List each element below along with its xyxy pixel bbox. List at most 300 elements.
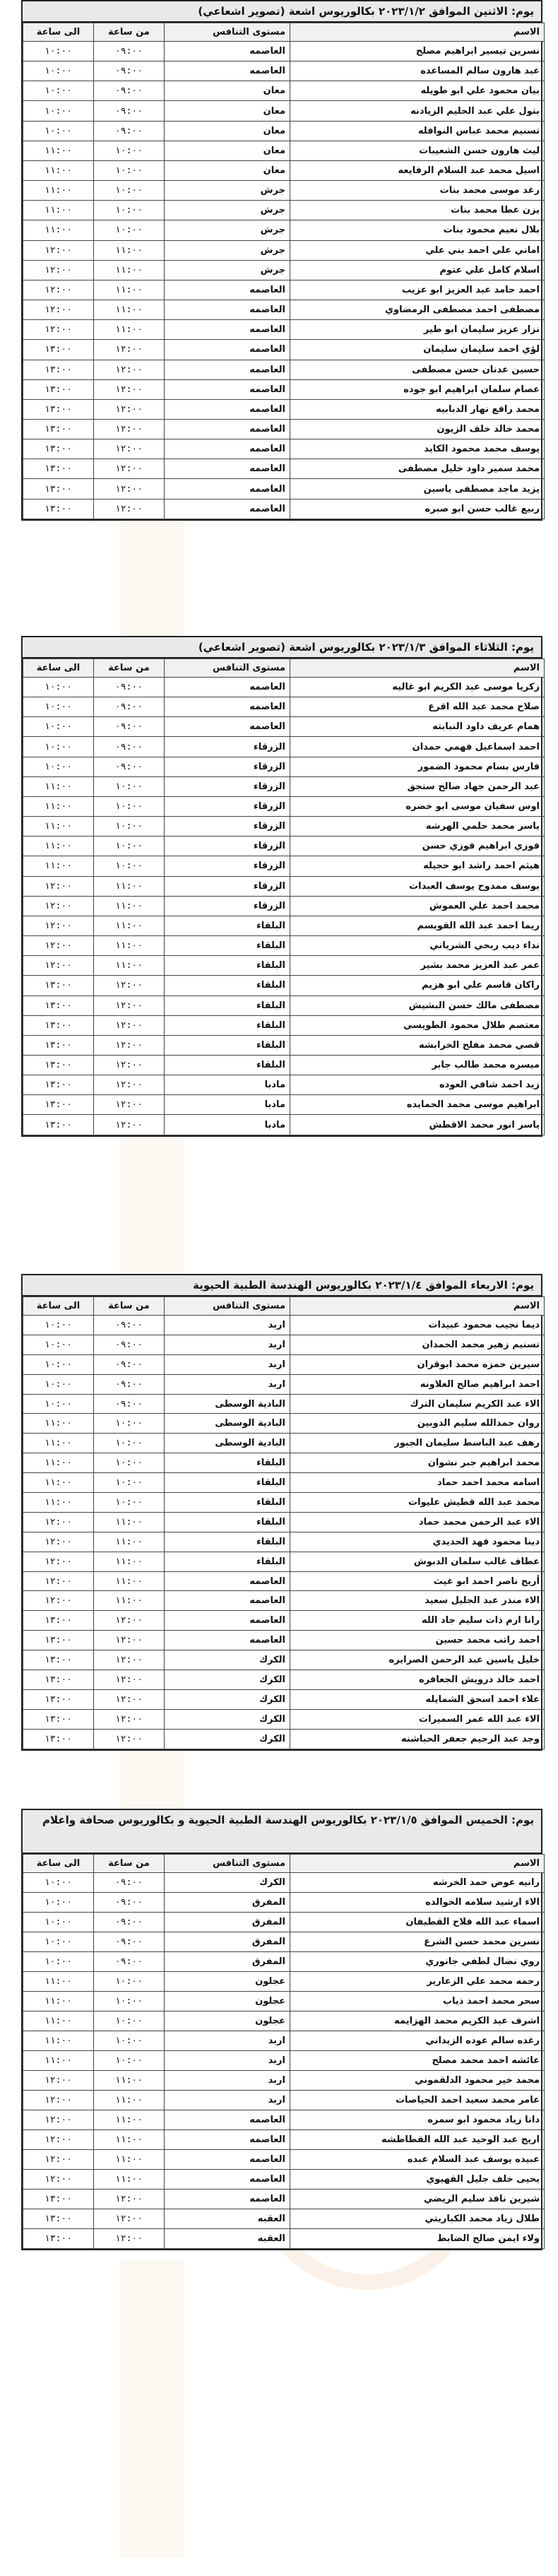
end-time: ١٣:٠٠ <box>23 1055 94 1075</box>
end-time: ١٠:٠٠ <box>23 678 94 697</box>
schedule-table <box>23 658 545 1135</box>
header-to: الى ساعة <box>23 23 94 42</box>
candidate-name: روي نضال لطفي جانوري <box>290 1952 545 1972</box>
start-time: ١٢:٠٠ <box>94 459 165 479</box>
candidate-name: أريج ناصر احمد ابو غيث <box>290 1571 545 1591</box>
table-row <box>23 1952 545 1972</box>
end-time: ١٣:٠٠ <box>23 2209 94 2229</box>
candidate-name: ليث هارون حسن الشعيبات <box>290 141 545 160</box>
end-time: ١٢:٠٠ <box>23 1571 94 1591</box>
competition-level: المفرق <box>165 1932 290 1952</box>
end-time: ١٣:٠٠ <box>23 2229 94 2249</box>
table-row <box>23 1709 545 1729</box>
end-time: ١٢:٠٠ <box>23 1512 94 1532</box>
competition-level: العاصمه <box>165 678 290 697</box>
competition-level: العاصمه <box>165 2150 290 2170</box>
start-time: ٠٩:٠٠ <box>94 757 165 776</box>
header-name: الاسم <box>290 1855 545 1873</box>
end-time: ١٣:٠٠ <box>23 1075 94 1095</box>
candidate-name: عبيده يوسف عبد السلام عبده <box>290 2150 545 2170</box>
table-row <box>23 2209 545 2229</box>
competition-level: العاصمه <box>165 717 290 737</box>
start-time: ١١:٠٠ <box>94 1552 165 1571</box>
start-time: ١١:٠٠ <box>94 300 165 320</box>
candidate-name: صلاح محمد عبد الله اقرع <box>290 697 545 717</box>
table-row <box>23 796 545 816</box>
candidate-name: بيان محمود علي ابو طويله <box>290 81 545 101</box>
end-time: ١٣:٠٠ <box>23 340 94 360</box>
end-time: ١١:٠٠ <box>23 1473 94 1493</box>
end-time: ١٠:٠٠ <box>23 1316 94 1335</box>
table-row <box>23 42 545 61</box>
candidate-name: محمد عبد الله قطيش عليوات <box>290 1493 545 1513</box>
start-time: ١٠:٠٠ <box>94 141 165 160</box>
end-time: ١١:٠٠ <box>23 1453 94 1473</box>
candidate-name: قصي محمد مفلح الخرابشه <box>290 1035 545 1055</box>
end-time: ١٢:٠٠ <box>23 320 94 340</box>
end-time: ١٣:٠٠ <box>23 1035 94 1055</box>
end-time: ١١:٠٠ <box>23 837 94 856</box>
start-time: ١٢:٠٠ <box>94 2190 165 2209</box>
end-time: ١٠:٠٠ <box>23 1913 94 1932</box>
start-time: ١٢:٠٠ <box>94 1075 165 1095</box>
competition-level: البلقاء <box>165 1532 290 1552</box>
competition-level: الكرك <box>165 1709 290 1729</box>
start-time: ١١:٠٠ <box>94 1591 165 1611</box>
candidate-name: ياسر انور محمد الاقطش <box>290 1115 545 1135</box>
candidate-name: نزار عزيز سليمان ابو طير <box>290 320 545 340</box>
end-time: ١٠:٠٠ <box>23 717 94 737</box>
day-section <box>21 636 542 1137</box>
end-time: ١٢:٠٠ <box>23 2170 94 2190</box>
start-time: ١٠:٠٠ <box>94 1434 165 1453</box>
competition-level: عجلون <box>165 1972 290 1992</box>
competition-level: الزرقاء <box>165 856 290 876</box>
end-time: ١١:٠٠ <box>23 817 94 837</box>
candidate-name: محمد رافع نهار الدبابيه <box>290 399 545 419</box>
end-time: ١٣:٠٠ <box>23 459 94 479</box>
competition-level: البلقاء <box>165 1473 290 1493</box>
table-row <box>23 757 545 776</box>
table-row <box>23 1689 545 1709</box>
schedule-table <box>23 1854 545 2249</box>
day-section <box>21 0 542 521</box>
start-time: ١٠:٠٠ <box>94 776 165 796</box>
start-time: ١١:٠٠ <box>94 260 165 280</box>
end-time: ١٠:٠٠ <box>23 737 94 757</box>
header-from: من ساعة <box>94 659 165 678</box>
competition-level: اربد <box>165 2091 290 2110</box>
competition-level: الزرقاء <box>165 796 290 816</box>
competition-level: العاصمه <box>165 379 290 399</box>
candidate-name: احمد ابراهيم صالح العلاونه <box>290 1374 545 1394</box>
table-row <box>23 499 545 519</box>
competition-level: الزرقاء <box>165 896 290 916</box>
end-time: ١٢:٠٠ <box>23 916 94 935</box>
start-time: ١١:٠٠ <box>94 1571 165 1591</box>
end-time: ١٢:٠٠ <box>23 260 94 280</box>
candidate-name: الاء ارشيد سلامه الخوالده <box>290 1893 545 1913</box>
table-row <box>23 737 545 757</box>
start-time: ١١:٠٠ <box>94 2071 165 2091</box>
header-from: من ساعة <box>94 1855 165 1873</box>
end-time: ١٠:٠٠ <box>23 61 94 81</box>
competition-level: العقبه <box>165 2209 290 2229</box>
end-time: ١٣:٠٠ <box>23 1611 94 1631</box>
competition-level: جرش <box>165 220 290 240</box>
competition-level: عجلون <box>165 1992 290 2011</box>
table-row <box>23 2031 545 2051</box>
start-time: ١١:٠٠ <box>94 320 165 340</box>
candidate-name: ريما احمد عبد الله القويسم <box>290 916 545 935</box>
table-row <box>23 2071 545 2091</box>
candidate-name: احمد راتب محمد حسين <box>290 1631 545 1650</box>
table-row <box>23 1532 545 1552</box>
start-time: ١١:٠٠ <box>94 2091 165 2110</box>
competition-level: البادية الوسطى <box>165 1414 290 1434</box>
candidate-name: فوزي ابراهيم فوزي حسن <box>290 837 545 856</box>
competition-level: الكرك <box>165 1873 290 1893</box>
end-time: ١٣:٠٠ <box>23 2190 94 2209</box>
day-section <box>21 1274 542 1751</box>
table-row <box>23 1374 545 1394</box>
candidate-name: ابراهيم موسى محمد الحمايده <box>290 1095 545 1115</box>
table-row <box>23 1414 545 1434</box>
table-row <box>23 379 545 399</box>
competition-level: العاصمه <box>165 1631 290 1650</box>
candidate-name: عبد هارون سالم المساعده <box>290 61 545 81</box>
start-time: ٠٩:٠٠ <box>94 1952 165 1972</box>
candidate-name: فارس بسام محمود الضمور <box>290 757 545 776</box>
candidate-name: احمد حامد عبد العزيز ابو عزيب <box>290 280 545 300</box>
candidate-name: عمر عبد العزيز محمد بشير <box>290 956 545 976</box>
table-row <box>23 1591 545 1611</box>
candidate-name: نداء ديب ربحي الشرياني <box>290 936 545 956</box>
competition-level: العاصمه <box>165 2110 290 2130</box>
start-time: ١١:٠٠ <box>94 2130 165 2150</box>
end-time: ١١:٠٠ <box>23 856 94 876</box>
start-time: ٠٩:٠٠ <box>94 61 165 81</box>
candidate-name: يوسف ممدوح يوسف العبدات <box>290 876 545 896</box>
table-row <box>23 2110 545 2130</box>
end-time: ١٢:٠٠ <box>23 876 94 896</box>
table-row <box>23 1893 545 1913</box>
start-time: ٠٩:٠٠ <box>94 678 165 697</box>
table-row <box>23 1354 545 1374</box>
candidate-name: ولاء ايمن صالح الضابط <box>290 2229 545 2249</box>
end-time: ١٠:٠٠ <box>23 42 94 61</box>
table-row <box>23 896 545 916</box>
candidate-name: روان حمدالله سليم الدوبين <box>290 1414 545 1434</box>
competition-level: اربد <box>165 2031 290 2051</box>
start-time: ١٠:٠٠ <box>94 817 165 837</box>
end-time: ١٣:٠٠ <box>23 379 94 399</box>
end-time: ١٠:٠٠ <box>23 697 94 717</box>
start-time: ١١:٠٠ <box>94 916 165 935</box>
candidate-name: يزيد ماجد مصطفى ياسين <box>290 479 545 499</box>
competition-level: البلقاء <box>165 1035 290 1055</box>
competition-level: الكرك <box>165 1729 290 1749</box>
table-row <box>23 697 545 717</box>
start-time: ١٢:٠٠ <box>94 499 165 519</box>
candidate-name: طلال زياد محمد الكباريتي <box>290 2209 545 2229</box>
start-time: ١٢:٠٠ <box>94 976 165 995</box>
competition-level: معان <box>165 81 290 101</box>
table-row <box>23 876 545 896</box>
competition-level: العاصمه <box>165 479 290 499</box>
candidate-name: سحر محمد احمد ذياب <box>290 1992 545 2011</box>
candidate-name: ديما نجيب محمود عبيدات <box>290 1316 545 1335</box>
end-time: ١٣:٠٠ <box>23 439 94 459</box>
table-row <box>23 479 545 499</box>
table-row <box>23 360 545 379</box>
header-name: الاسم <box>290 23 545 42</box>
table-row <box>23 181 545 201</box>
candidate-name: الاء منذر عبد الجليل سعيد <box>290 1591 545 1611</box>
end-time: ١٢:٠٠ <box>23 280 94 300</box>
competition-level: اربد <box>165 1335 290 1354</box>
end-time: ١١:٠٠ <box>23 1972 94 1992</box>
table-row <box>23 1075 545 1095</box>
start-time: ١٢:٠٠ <box>94 1650 165 1670</box>
candidate-name: اريج عبد الوحيد عبد الله القطاطشه <box>290 2130 545 2150</box>
competition-level: البلقاء <box>165 1552 290 1571</box>
start-time: ١٢:٠٠ <box>94 1015 165 1035</box>
table-row <box>23 280 545 300</box>
table-row <box>23 1055 545 1075</box>
header-from: من ساعة <box>94 1297 165 1316</box>
table-row <box>23 776 545 796</box>
start-time: ١٠:٠٠ <box>94 1493 165 1513</box>
table-row <box>23 399 545 419</box>
competition-level: البادية الوسطى <box>165 1434 290 1453</box>
competition-level: البلقاء <box>165 1512 290 1532</box>
competition-level: البلقاء <box>165 1453 290 1473</box>
end-time: ١٠:٠٠ <box>23 757 94 776</box>
competition-level: البلقاء <box>165 1493 290 1513</box>
table-row <box>23 1115 545 1135</box>
table-row <box>23 1913 545 1932</box>
candidate-name: زيد احمد شافي العوده <box>290 1075 545 1095</box>
end-time: ١٣:٠٠ <box>23 499 94 519</box>
candidate-name: تسنيم زهير محمد الحمدان <box>290 1335 545 1354</box>
table-row <box>23 1035 545 1055</box>
competition-level: عجلون <box>165 2011 290 2031</box>
end-time: ١٢:٠٠ <box>23 1552 94 1571</box>
end-time: ١٣:٠٠ <box>23 479 94 499</box>
start-time: ٠٩:٠٠ <box>94 1394 165 1414</box>
start-time: ١١:٠٠ <box>94 876 165 896</box>
table-row <box>23 2051 545 2071</box>
candidate-name: اسلام كامل علي عتوم <box>290 260 545 280</box>
start-time: ١٢:٠٠ <box>94 379 165 399</box>
competition-level: العاصمه <box>165 42 290 61</box>
start-time: ٠٩:٠٠ <box>94 121 165 141</box>
competition-level: البلقاء <box>165 976 290 995</box>
start-time: ٠٩:٠٠ <box>94 1893 165 1913</box>
candidate-name: رانيه عوض حمد الخرشه <box>290 1873 545 1893</box>
candidate-name: رغد موسى محمد بنات <box>290 181 545 201</box>
table-row <box>23 2190 545 2209</box>
end-time: ١٣:٠٠ <box>23 995 94 1015</box>
table-row <box>23 1670 545 1690</box>
end-time: ١٢:٠٠ <box>23 2071 94 2091</box>
candidate-name: دانا زياد محمود ابو سمره <box>290 2110 545 2130</box>
competition-level: العاصمه <box>165 61 290 81</box>
end-time: ١١:٠٠ <box>23 181 94 201</box>
table-row <box>23 459 545 479</box>
candidate-name: اسامه محمد احمد حماد <box>290 1473 545 1493</box>
candidate-name: رغده سالم عوده الزيداني <box>290 2031 545 2051</box>
end-time: ١١:٠٠ <box>23 1414 94 1434</box>
competition-level: مادبا <box>165 1075 290 1095</box>
competition-level: العاصمه <box>165 399 290 419</box>
competition-level: العاصمه <box>165 1591 290 1611</box>
start-time: ١٢:٠٠ <box>94 1055 165 1075</box>
candidate-name: ياسر محمد حلمي الهرشه <box>290 817 545 837</box>
start-time: ١١:٠٠ <box>94 2150 165 2170</box>
competition-level: اربد <box>165 1354 290 1374</box>
end-time: ١٠:٠٠ <box>23 1374 94 1394</box>
competition-level: مادبا <box>165 1115 290 1135</box>
start-time: ٠٩:٠٠ <box>94 1316 165 1335</box>
competition-level: جرش <box>165 260 290 280</box>
start-time: ١٢:٠٠ <box>94 1631 165 1650</box>
table-row <box>23 2130 545 2150</box>
candidate-name: همام عريف داود النبابته <box>290 717 545 737</box>
competition-level: الزرقاء <box>165 837 290 856</box>
competition-level: جرش <box>165 240 290 260</box>
candidate-name: هيثم احمد راشد ابو حجيله <box>290 856 545 876</box>
header-name: الاسم <box>290 659 545 678</box>
start-time: ١٢:٠٠ <box>94 399 165 419</box>
candidate-name: زكريا موسى عبد الكريم ابو غاليه <box>290 678 545 697</box>
competition-level: العاصمه <box>165 360 290 379</box>
start-time: ٠٩:٠٠ <box>94 1335 165 1354</box>
start-time: ١٢:٠٠ <box>94 1670 165 1690</box>
candidate-name: حسين عدنان حسن مصطفى <box>290 360 545 379</box>
table-row <box>23 201 545 220</box>
header-name: الاسم <box>290 1297 545 1316</box>
competition-level: العاصمه <box>165 419 290 439</box>
table-row <box>23 340 545 360</box>
competition-level: الزرقاء <box>165 876 290 896</box>
candidate-name: بلال نعيم محمود بنات <box>290 220 545 240</box>
competition-level: معان <box>165 121 290 141</box>
table-row <box>23 678 545 697</box>
competition-level: مادبا <box>165 1095 290 1115</box>
candidate-name: ميسره محمد طالب جابر <box>290 1055 545 1075</box>
end-time: ١٣:٠٠ <box>23 1115 94 1135</box>
start-time: ١٢:٠٠ <box>94 995 165 1015</box>
end-time: ١٣:٠٠ <box>23 1709 94 1729</box>
end-time: ١٣:٠٠ <box>23 1689 94 1709</box>
candidate-name: ربيع غالب حسن ابو صبره <box>290 499 545 519</box>
candidate-name: عامر محمد سعيد احمد الحياصات <box>290 2091 545 2110</box>
start-time: ١١:٠٠ <box>94 956 165 976</box>
table-row <box>23 121 545 141</box>
end-time: ١١:٠٠ <box>23 201 94 220</box>
candidate-name: خليل ياسين عبد الرحمن الصرايره <box>290 1650 545 1670</box>
start-time: ٠٩:٠٠ <box>94 1374 165 1394</box>
competition-level: الزرقاء <box>165 817 290 837</box>
start-time: ٠٩:٠٠ <box>94 1354 165 1374</box>
start-time: ١١:٠٠ <box>94 1512 165 1532</box>
start-time: ١١:٠٠ <box>94 936 165 956</box>
end-time: ١٢:٠٠ <box>23 896 94 916</box>
end-time: ١١:٠٠ <box>23 141 94 160</box>
end-time: ١٢:٠٠ <box>23 2110 94 2130</box>
competition-level: البلقاء <box>165 916 290 935</box>
competition-level: البلقاء <box>165 995 290 1015</box>
candidate-name: محمد احمد علي العموش <box>290 896 545 916</box>
header-to: الى ساعة <box>23 1297 94 1316</box>
start-time: ١٠:٠٠ <box>94 201 165 220</box>
competition-level: المفرق <box>165 1913 290 1932</box>
end-time: ١١:٠٠ <box>23 796 94 816</box>
competition-level: العاصمه <box>165 459 290 479</box>
candidate-name: اسماء عبد الله فلاح القطيفان <box>290 1913 545 1932</box>
table-row <box>23 1453 545 1473</box>
table-row <box>23 817 545 837</box>
start-time: ١٢:٠٠ <box>94 439 165 459</box>
table-row <box>23 300 545 320</box>
table-row <box>23 1873 545 1893</box>
table-row <box>23 976 545 995</box>
table-row <box>23 260 545 280</box>
start-time: ١٢:٠٠ <box>94 2209 165 2229</box>
competition-level: العاصمه <box>165 439 290 459</box>
competition-level: العاصمه <box>165 2130 290 2150</box>
start-time: ١٢:٠٠ <box>94 1611 165 1631</box>
table-row <box>23 220 545 240</box>
end-time: ١٠:٠٠ <box>23 1893 94 1913</box>
schedule-table <box>23 23 545 519</box>
table-row <box>23 1729 545 1749</box>
section-title: يوم: الاربعاء الموافق ٢٠٢٣/١/٤ بكالوريوس الهندسة الطبية الحيوية <box>23 1275 541 1296</box>
start-time: ٠٩:٠٠ <box>94 101 165 121</box>
start-time: ١٠:٠٠ <box>94 1414 165 1434</box>
candidate-name: نسرين محمد حسن الشرع <box>290 1932 545 1952</box>
end-time: ١٣:٠٠ <box>23 419 94 439</box>
end-time: ١٣:٠٠ <box>23 1095 94 1115</box>
end-time: ١١:٠٠ <box>23 1434 94 1453</box>
candidate-name: الاء عبد الكريم سليمان الترك <box>290 1394 545 1414</box>
candidate-name: عصام سلمان ابراهيم ابو جوده <box>290 379 545 399</box>
candidate-name: احمد اسماعيل فهمي حمدان <box>290 737 545 757</box>
competition-level: العاصمه <box>165 1571 290 1591</box>
competition-level: الكرك <box>165 1670 290 1690</box>
section-title: يوم: الخميس الموافق ٢٠٢٣/١/٥ بكالوريوس الهندسة الطبية الحيوية و بكالوريوس صحافة واعلام <box>23 1810 541 1854</box>
end-time: ١٠:٠٠ <box>23 1932 94 1952</box>
end-time: ١٣:٠٠ <box>23 1650 94 1670</box>
candidate-name: اماني علي احمد بني علي <box>290 240 545 260</box>
start-time: ١١:٠٠ <box>94 1532 165 1552</box>
table-row <box>23 419 545 439</box>
end-time: ١٠:٠٠ <box>23 1873 94 1893</box>
start-time: ١٢:٠٠ <box>94 340 165 360</box>
start-time: ١٢:٠٠ <box>94 419 165 439</box>
candidate-name: محمد ابراهيم جبر نشوان <box>290 1453 545 1473</box>
table-row <box>23 1493 545 1513</box>
header-level: مستوى التنافس <box>165 1855 290 1873</box>
end-time: ١٣:٠٠ <box>23 1670 94 1690</box>
competition-level: البلقاء <box>165 956 290 976</box>
candidate-name: تسنيم محمد عباس النوافله <box>290 121 545 141</box>
candidate-name: رهف عبد الباسط سليمان الجبور <box>290 1434 545 1453</box>
candidate-name: محمد خالد خلف الزيون <box>290 419 545 439</box>
end-time: ١٣:٠٠ <box>23 976 94 995</box>
